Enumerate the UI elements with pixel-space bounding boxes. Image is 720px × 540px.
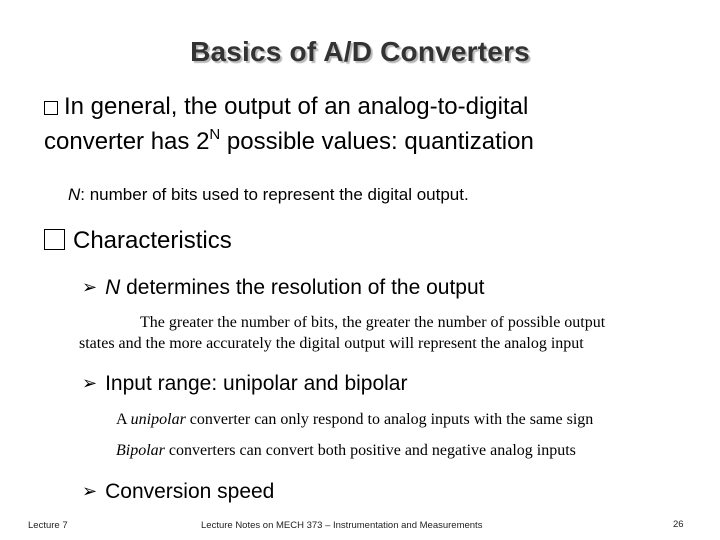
bipolar-term: Bipolar — [116, 442, 165, 459]
sub-bullet-conversion-speed — [82, 480, 274, 504]
characteristics-label: Characteristics — [73, 227, 232, 254]
bits-definition-text: : number of bits used to represent the digital output. — [80, 185, 469, 204]
bipolar-detail-post: converters can convert both positive and negative analog inputs — [164, 442, 576, 459]
resolution-detail-line2: states and the more accurately the digital output will represent the analog input — [79, 335, 584, 352]
bullet-general-line1 — [44, 93, 528, 121]
bullet-characteristics — [44, 227, 232, 255]
arrow-bullet-icon: ➢ — [82, 481, 98, 501]
bullet-general-line2 — [44, 126, 534, 156]
resolution-detail-line1: The greater the number of bits, the greater the number of possible output — [140, 314, 606, 331]
resolution-label: determines the resolution of the output — [120, 276, 485, 299]
bits-definition-note — [68, 185, 469, 205]
sub-bullet-input-range — [82, 372, 407, 396]
variable-n: N — [105, 276, 121, 299]
arrow-bullet-icon: ➢ — [82, 373, 98, 393]
quantization-text-pre: converter has 2 — [44, 128, 210, 155]
hollow-square-icon — [44, 101, 58, 115]
arrow-bullet-icon: ➢ — [82, 277, 98, 297]
unipolar-detail-post: converter can only respond to analog inputs with the same sign — [185, 411, 594, 428]
unipolar-detail — [116, 411, 593, 429]
input-range-label: Input range: unipolar and bipolar — [105, 372, 408, 395]
slide-title: Basics of A/D Converters — [190, 36, 530, 67]
page-number: 26 — [673, 519, 684, 530]
bipolar-detail — [116, 442, 576, 460]
sub-bullet-resolution — [82, 276, 485, 300]
bullet-general-text: In general, the output of an analog-to-digital — [64, 93, 529, 120]
unipolar-detail-pre: A — [116, 411, 131, 428]
footer-lecture: Lecture 7 — [28, 520, 68, 531]
quantization-text-post: possible values: quantization — [220, 128, 534, 155]
footer-course: Lecture Notes on MECH 373 – Instrumentation and Measurements — [201, 520, 483, 531]
conversion-speed-label: Conversion speed — [105, 480, 275, 503]
unipolar-term: unipolar — [130, 411, 186, 428]
variable-n: N — [68, 185, 81, 204]
hollow-square-icon — [44, 229, 65, 250]
exponent-n: N — [209, 126, 221, 143]
